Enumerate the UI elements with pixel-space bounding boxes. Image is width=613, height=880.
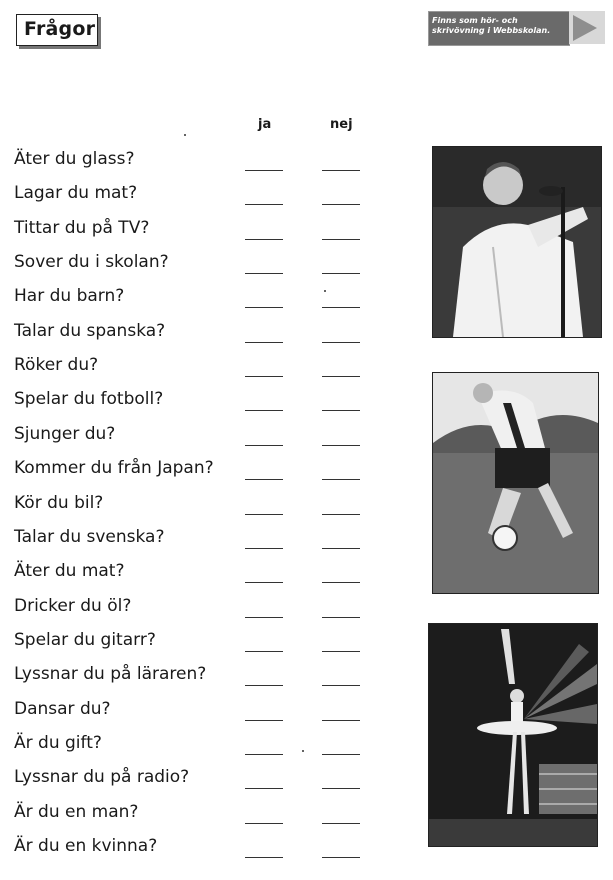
answer-blank-ja[interactable] bbox=[245, 170, 283, 171]
answer-blank-nej[interactable] bbox=[322, 479, 360, 480]
answer-blank-nej[interactable] bbox=[322, 857, 360, 858]
question-text: Är du en man? bbox=[14, 802, 139, 822]
question-row bbox=[14, 699, 374, 729]
answer-blank-ja[interactable] bbox=[245, 239, 283, 240]
answer-blank-ja[interactable] bbox=[245, 823, 283, 824]
question-row bbox=[14, 286, 374, 316]
answer-blank-ja[interactable] bbox=[245, 685, 283, 686]
answer-blank-ja[interactable] bbox=[245, 720, 283, 721]
answer-blank-ja[interactable] bbox=[245, 857, 283, 858]
webbskolan-note: Finns som hör- och skrivövning i Webbskolan. bbox=[432, 16, 551, 35]
answer-blank-ja[interactable] bbox=[245, 204, 283, 205]
answer-blank-nej[interactable] bbox=[322, 617, 360, 618]
answer-blank-nej[interactable] bbox=[322, 548, 360, 549]
answer-blank-ja[interactable] bbox=[245, 514, 283, 515]
question-row bbox=[14, 561, 374, 591]
question-row bbox=[14, 836, 374, 866]
answer-blank-ja[interactable] bbox=[245, 548, 283, 549]
answer-blank-ja[interactable] bbox=[245, 754, 283, 755]
answer-blank-ja[interactable] bbox=[245, 307, 283, 308]
question-text: Talar du spanska? bbox=[14, 321, 166, 341]
answer-blank-nej[interactable] bbox=[322, 720, 360, 721]
question-row bbox=[14, 424, 374, 454]
question-text: Är du gift? bbox=[14, 733, 102, 753]
question-text: Dansar du? bbox=[14, 699, 111, 719]
question-row bbox=[14, 767, 374, 797]
question-row bbox=[14, 218, 374, 248]
column-header-ja: ja bbox=[258, 117, 272, 132]
column-header-nej: nej bbox=[330, 117, 353, 132]
arrow-right-icon bbox=[573, 15, 597, 41]
page-title: Frågor bbox=[24, 18, 96, 40]
answer-blank-ja[interactable] bbox=[245, 788, 283, 789]
answer-blank-ja[interactable] bbox=[245, 479, 283, 480]
question-text: Äter du glass? bbox=[14, 149, 135, 169]
scan-speck bbox=[302, 750, 304, 752]
question-text: Tittar du på TV? bbox=[14, 218, 150, 238]
question-row bbox=[14, 802, 374, 832]
question-text: Sjunger du? bbox=[14, 424, 116, 444]
answer-blank-ja[interactable] bbox=[245, 445, 283, 446]
question-text: Lagar du mat? bbox=[14, 183, 138, 203]
question-text: Är du en kvinna? bbox=[14, 836, 158, 856]
question-row bbox=[14, 183, 374, 213]
answer-blank-nej[interactable] bbox=[322, 445, 360, 446]
question-text: Talar du svenska? bbox=[14, 527, 165, 547]
question-text: Kör du bil? bbox=[14, 493, 104, 513]
question-row bbox=[14, 389, 374, 419]
question-text: Har du barn? bbox=[14, 286, 125, 306]
answer-blank-ja[interactable] bbox=[245, 342, 283, 343]
question-text: Spelar du gitarr? bbox=[14, 630, 156, 650]
question-row bbox=[14, 527, 374, 557]
answer-blank-nej[interactable] bbox=[322, 239, 360, 240]
singer-photo-icon bbox=[432, 146, 602, 338]
question-row bbox=[14, 664, 374, 694]
answer-blank-nej[interactable] bbox=[322, 582, 360, 583]
scan-speck bbox=[324, 290, 326, 292]
answer-blank-nej[interactable] bbox=[322, 204, 360, 205]
answer-blank-nej[interactable] bbox=[322, 410, 360, 411]
answer-blank-nej[interactable] bbox=[322, 754, 360, 755]
question-text: Lyssnar du på läraren? bbox=[14, 664, 207, 684]
question-row bbox=[14, 149, 374, 179]
answer-blank-ja[interactable] bbox=[245, 376, 283, 377]
answer-blank-nej[interactable] bbox=[322, 342, 360, 343]
football-player-photo-icon bbox=[432, 372, 599, 594]
question-text: Dricker du öl? bbox=[14, 596, 132, 616]
answer-blank-nej[interactable] bbox=[322, 307, 360, 308]
answer-blank-ja[interactable] bbox=[245, 273, 283, 274]
question-text: Kommer du från Japan? bbox=[14, 458, 214, 478]
question-row bbox=[14, 458, 374, 488]
page-title-box bbox=[16, 14, 98, 46]
scan-speck bbox=[184, 134, 186, 136]
webbskolan-badge bbox=[428, 11, 606, 47]
answer-blank-nej[interactable] bbox=[322, 170, 360, 171]
answer-blank-nej[interactable] bbox=[322, 376, 360, 377]
answer-blank-nej[interactable] bbox=[322, 273, 360, 274]
question-text: Lyssnar du på radio? bbox=[14, 767, 190, 787]
question-row bbox=[14, 493, 374, 523]
answer-blank-ja[interactable] bbox=[245, 651, 283, 652]
answer-blank-nej[interactable] bbox=[322, 514, 360, 515]
question-text: Röker du? bbox=[14, 355, 99, 375]
question-text: Sover du i skolan? bbox=[14, 252, 169, 272]
ballet-dancer-photo-icon bbox=[428, 623, 598, 847]
question-row bbox=[14, 733, 374, 763]
answer-blank-nej[interactable] bbox=[322, 685, 360, 686]
answer-blank-nej[interactable] bbox=[322, 823, 360, 824]
question-row bbox=[14, 596, 374, 626]
answer-blank-ja[interactable] bbox=[245, 410, 283, 411]
answer-blank-ja[interactable] bbox=[245, 582, 283, 583]
answer-blank-ja[interactable] bbox=[245, 617, 283, 618]
question-text: Äter du mat? bbox=[14, 561, 125, 581]
answer-blank-nej[interactable] bbox=[322, 788, 360, 789]
answer-blank-nej[interactable] bbox=[322, 651, 360, 652]
question-row bbox=[14, 321, 374, 351]
question-row bbox=[14, 355, 374, 385]
question-row bbox=[14, 252, 374, 282]
question-text: Spelar du fotboll? bbox=[14, 389, 164, 409]
question-row bbox=[14, 630, 374, 660]
